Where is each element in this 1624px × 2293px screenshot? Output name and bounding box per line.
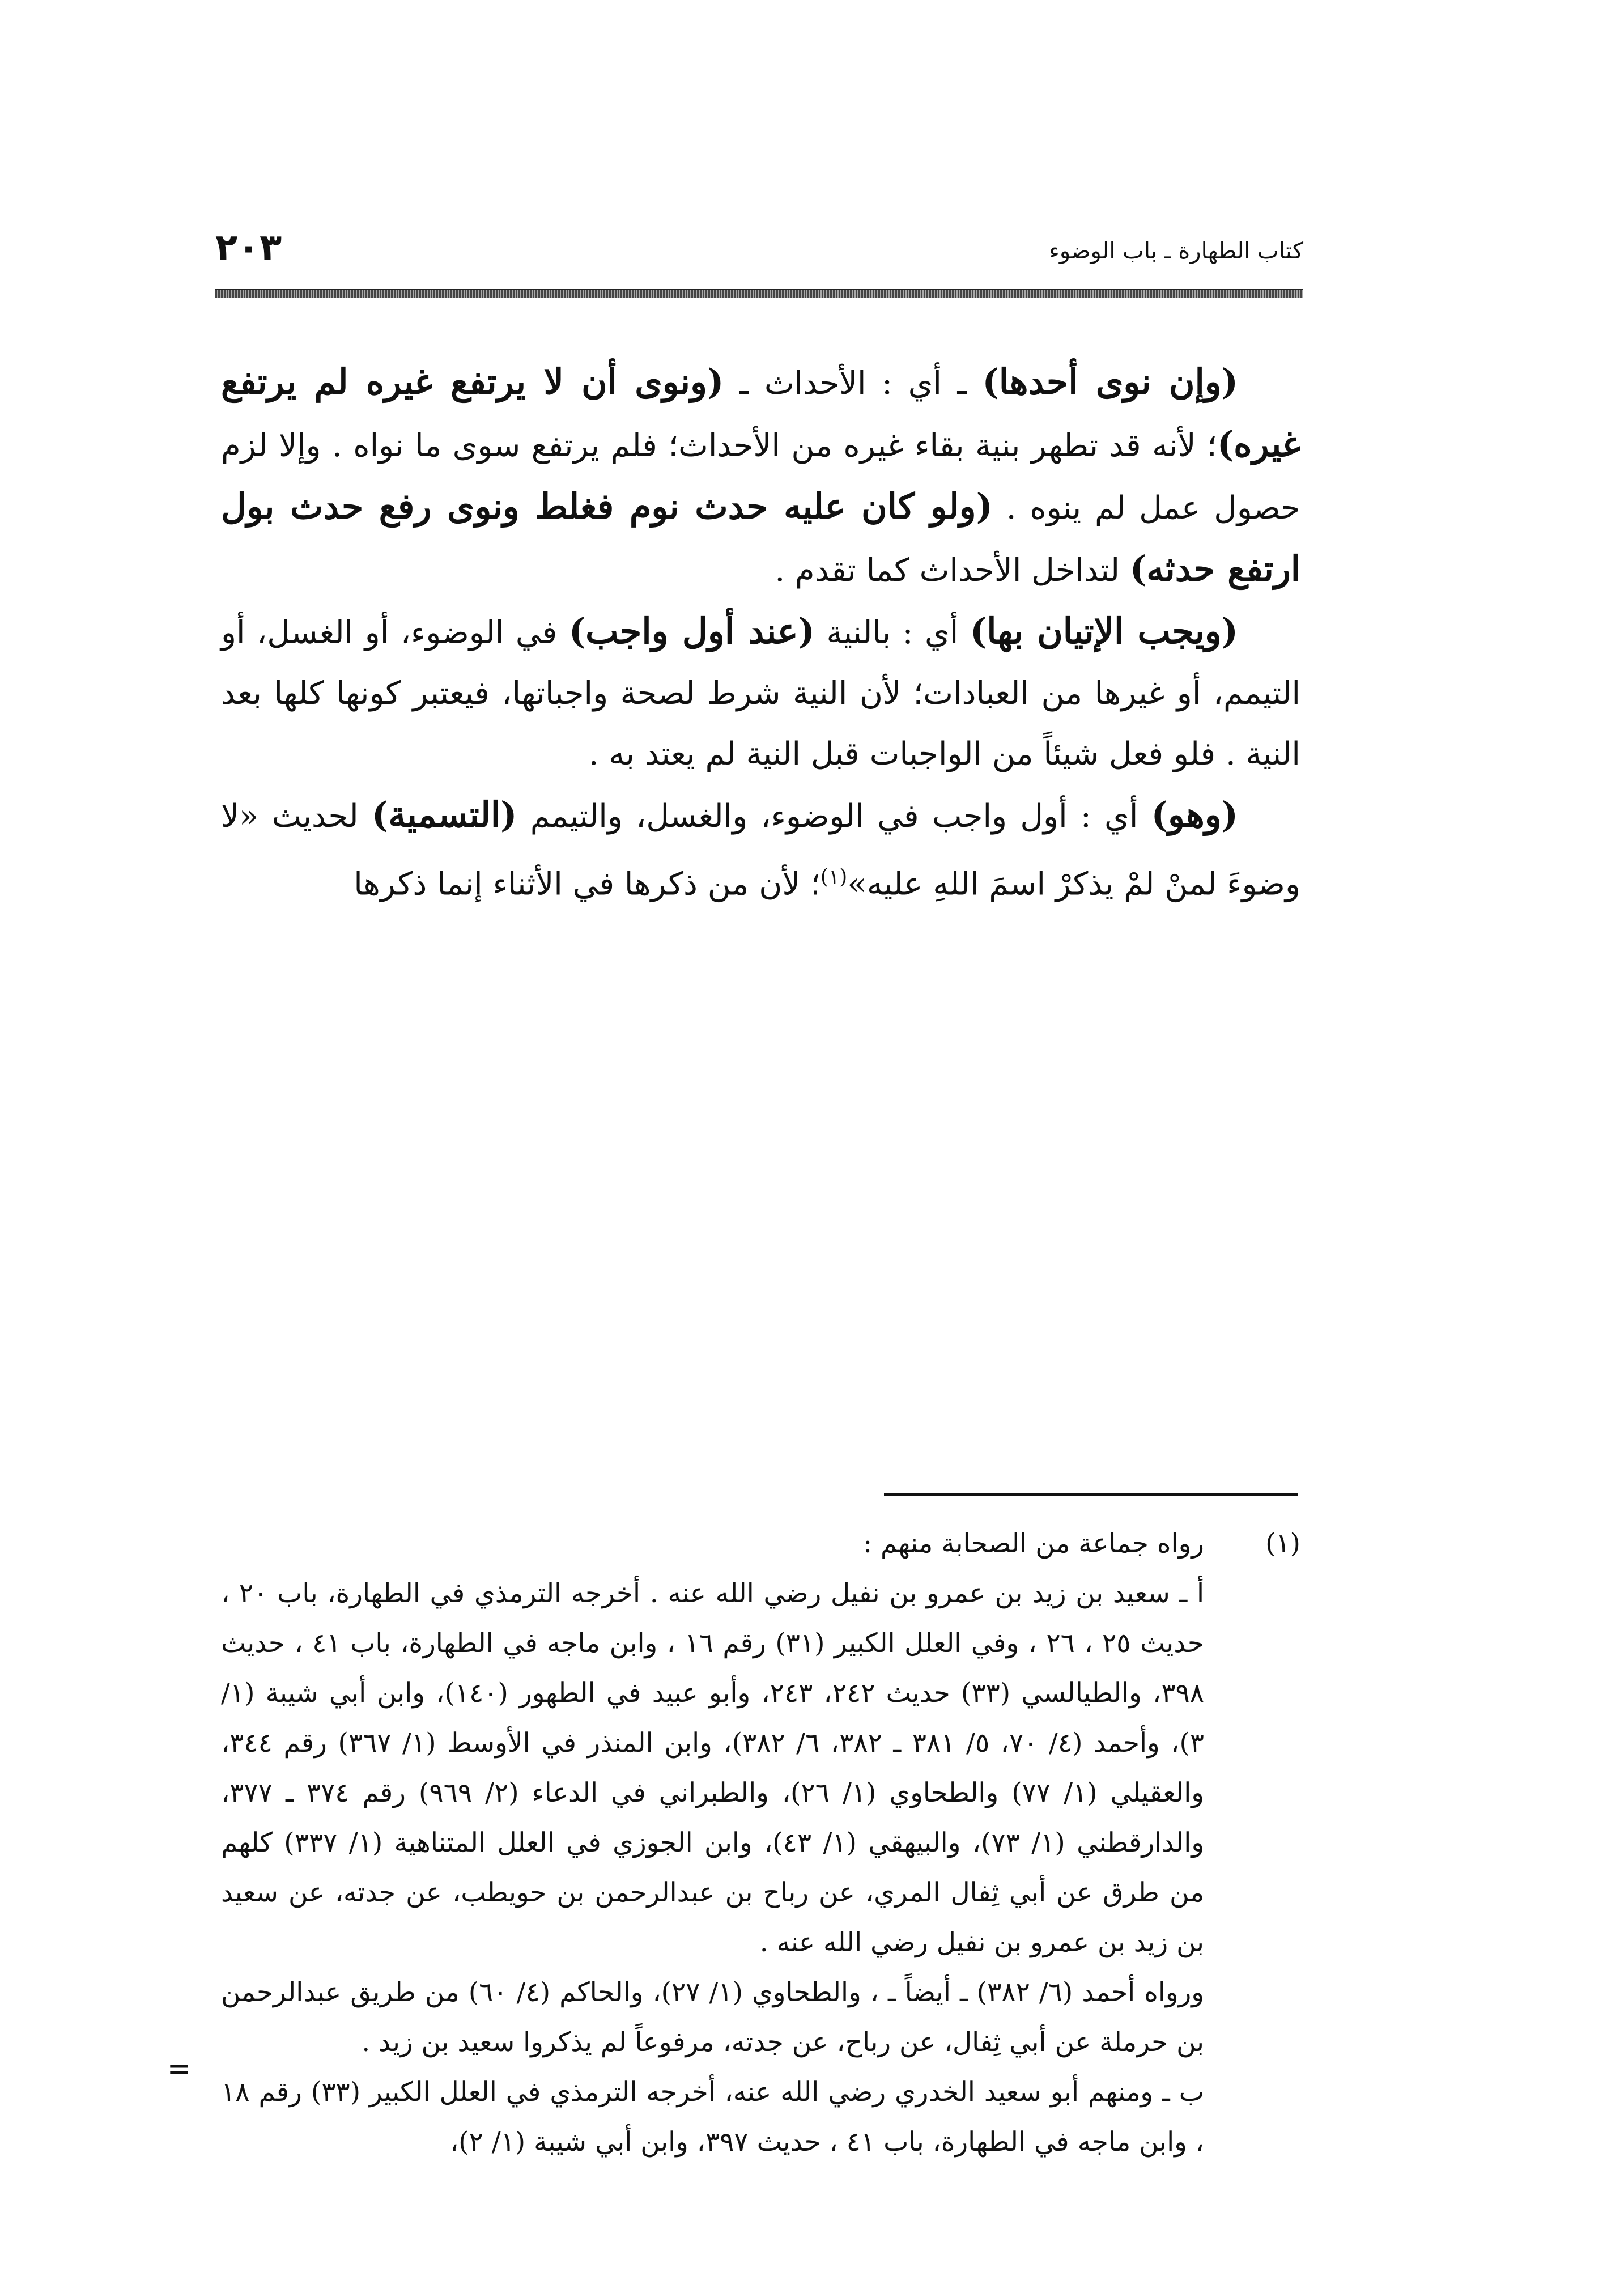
header-divider — [215, 289, 1303, 298]
matn-text: (التسمية) — [371, 794, 517, 835]
sharh-text: ؛ لأنه قد تطهر بنية بقاء غيره من الأحداث؛ فلم يرتفع سوى ما نواه . وإلا لزم حصول عمل لم ينوه . — [221, 427, 1301, 526]
sharh-text: ؛ لأن من ذكرها في الأثناء إنما ذكرها — [354, 865, 820, 903]
sharh-text: لحديث «لا وضوءَ لمنْ لمْ يذكرْ اسمَ اللهِ عليه» — [221, 798, 1300, 903]
footnote-divider — [884, 1493, 1298, 1496]
sharh-text: أي : بالنية — [814, 614, 970, 651]
sharh-text: ـ أي : الأحداث ـ — [724, 365, 983, 402]
sharh-text: لتداخل الأحداث كما تقدم . — [775, 552, 1130, 589]
matn-text: (وإن نوى أحدها) — [982, 361, 1238, 402]
matn-text: (وهو) — [1151, 794, 1238, 835]
page-number: ٢٠٣ — [215, 227, 282, 269]
matn-text: (ونوى أن لا يرتفع غيره لم يرتفع غيره) — [221, 361, 1300, 465]
page-header — [215, 227, 1303, 278]
footnotes — [221, 1519, 1300, 2167]
footnote-paragraph-a: أ ـ سعيد بن زيد بن عمرو بن نفيل رضي الله عنه . أخرجه الترمذي في الطهارة، باب ٢٠ ، حديث ٢٥ ، ٢٦ ، وفي العلل الكبير (٣١) رقم ١٦ ، وابن ماجه في الطهارة، باب ٤١ ، حديث ٣٩٨، والطيالسي (٣٣) حديث ٢٤٢، ٢٤٣، وأبو عبيد في الطهور (١٤٠)، وابن أبي شيبة (١/ ٣)، وأحمد (٤/ ٧٠، ٥/ ٣٨١ ـ ٣٨٢، ٦/ ٣٨٢)، وابن المنذر في الأوسط (١/ ٣٦٧) رقم ٣٤٤، والعقيلي (١/ ٧٧) والطحاوي (١/ ٢٦)، والطبراني في الدعاء (٢/ ٩٦٩) رقم ٣٧٤ ـ ٣٧٧، والدارقطني (١/ ٧٣)، والبيهقي (١/ ٤٣)، وابن الجوزي في العلل المتناهية (١/ ٣٣٧) كلهم من طرق عن أبي ثِفال المري، عن رباح بن عبدالرحمن بن حويطب، عن جدته، عن سعيد بن زيد بن عمرو بن نفيل رضي الله عنه . — [221, 1578, 1205, 1958]
matn-text: (عند أول واجب) — [568, 610, 815, 652]
footnote-number: (١) — [1265, 1528, 1300, 1559]
footnote-1-head — [221, 1519, 1300, 1569]
footnote-reference[interactable]: (١) — [820, 865, 848, 889]
footnote-paragraph-b: ب ـ ومنهم أبو سعيد الخدري رضي الله عنه، أخرجه الترمذي في العلل الكبير (٣٣) رقم ١٨ ، وابن ماجه في الطهارة، باب ٤١ ، حديث ٣٩٧، وابن أبي شيبة (١/ ٢)، — [221, 2077, 1204, 2158]
footnote-paragraph-a2: ورواه أحمد (٦/ ٣٨٢) ـ أيضاً ـ ، والطحاوي (١/ ٢٧)، والحاكم (٤/ ٦٠) من طريق عبدالرحمن بن حرملة عن أبي ثِفال، عن رباح، عن جدته، مرفوعاً لم يذكروا سعيد بن زيد . — [221, 1977, 1205, 2058]
paragraph-1 — [221, 351, 1300, 601]
paragraph-3 — [221, 784, 1300, 915]
continuation-mark: = — [167, 2052, 191, 2085]
main-text — [221, 351, 1300, 915]
running-title: كتاب الطهارة ـ باب الوضوء — [1049, 238, 1303, 264]
footnote-1-body — [221, 1569, 1204, 2167]
matn-text: (ولو كان عليه حدث نوم فغلط ونوى رفع حدث بول ارتفع حدثه) — [221, 486, 1300, 589]
sharh-text: أي : أول واجب في الوضوء، والغسل، والتيمم — [517, 798, 1151, 835]
sharh-text: في الوضوء، أو الغسل، أو التيمم، أو غيرها من العبادات؛ لأن النية شرط لصحة واجباتها، فيعتبر كونها كلها بعد النية . فلو فعل شيئاً من الواجبات قبل النية لم يعتد به . — [221, 614, 1300, 772]
matn-text: (ويجب الإتيان بها) — [970, 610, 1238, 652]
paragraph-2 — [221, 601, 1300, 784]
footnote-intro: رواه جماعة من الصحابة منهم : — [863, 1528, 1204, 1559]
